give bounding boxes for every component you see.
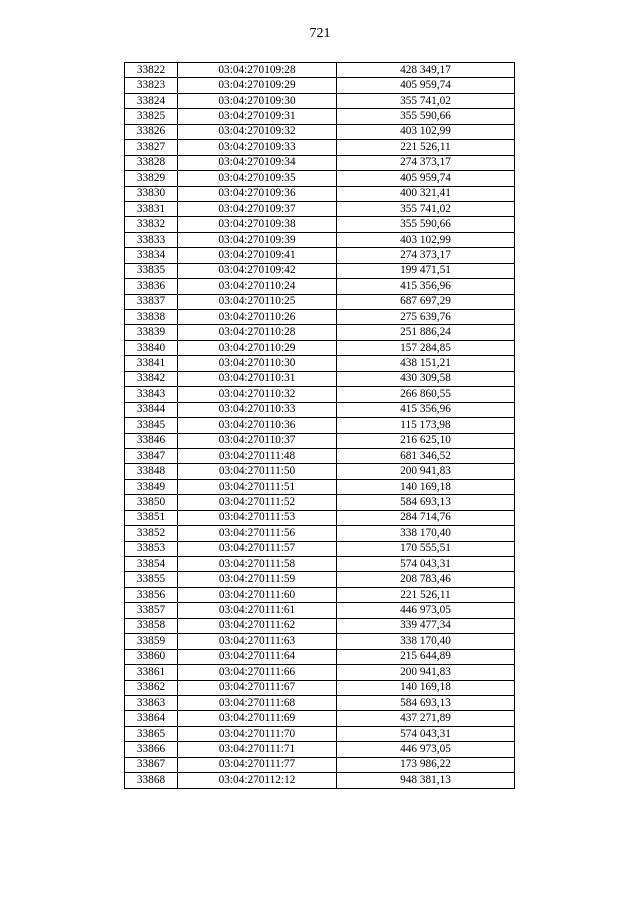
row-number-cell: 33823 [125,78,178,93]
value-cell: 446 973,05 [337,603,515,618]
row-number-cell: 33825 [125,109,178,124]
cadastral-number-cell: 03:04:270111:53 [178,510,337,525]
row-number-cell: 33856 [125,587,178,602]
row-number-cell: 33822 [125,63,178,78]
cadastral-number-cell: 03:04:270111:56 [178,526,337,541]
value-cell: 338 170,40 [337,634,515,649]
cadastral-number-cell: 03:04:270111:57 [178,541,337,556]
table-row [125,495,515,510]
table-row [125,93,515,108]
row-number-cell: 33832 [125,217,178,232]
table-row [125,387,515,402]
row-number-cell: 33863 [125,695,178,710]
table-row [125,557,515,572]
value-cell: 355 590,66 [337,217,515,232]
row-number-cell: 33852 [125,526,178,541]
row-number-cell: 33846 [125,433,178,448]
row-number-cell: 33839 [125,325,178,340]
row-number-cell: 33837 [125,294,178,309]
cadastral-number-cell: 03:04:270109:35 [178,171,337,186]
row-number-cell: 33835 [125,263,178,278]
table-row [125,634,515,649]
value-cell: 275 639,76 [337,310,515,325]
cadastral-number-cell: 03:04:270111:70 [178,726,337,741]
cadastral-number-cell: 03:04:270111:58 [178,557,337,572]
cadastral-number-cell: 03:04:270111:63 [178,634,337,649]
row-number-cell: 33842 [125,371,178,386]
row-number-cell: 33848 [125,464,178,479]
cadastral-number-cell: 03:04:270111:60 [178,587,337,602]
cadastral-number-cell: 03:04:270110:28 [178,325,337,340]
value-cell: 208 783,46 [337,572,515,587]
cadastral-number-cell: 03:04:270110:30 [178,356,337,371]
row-number-cell: 33854 [125,557,178,572]
cadastral-number-cell: 03:04:270111:51 [178,479,337,494]
page-number: 721 [309,26,331,41]
cadastral-number-cell: 03:04:270111:68 [178,695,337,710]
value-cell: 140 169,18 [337,479,515,494]
cadastral-number-cell: 03:04:270110:31 [178,371,337,386]
value-cell: 115 173,98 [337,418,515,433]
table-row [125,649,515,664]
row-number-cell: 33827 [125,140,178,155]
table-row [125,773,515,788]
value-cell: 405 959,74 [337,171,515,186]
cadastral-number-cell: 03:04:270109:29 [178,78,337,93]
row-number-cell: 33844 [125,402,178,417]
cadastral-number-cell: 03:04:270109:34 [178,155,337,170]
row-number-cell: 33836 [125,279,178,294]
value-cell: 173 986,22 [337,757,515,772]
table-row [125,340,515,355]
registry-table-container [124,62,515,789]
table-row [125,232,515,247]
table-row [125,418,515,433]
value-cell: 428 349,17 [337,63,515,78]
table-row [125,603,515,618]
cadastral-number-cell: 03:04:270111:59 [178,572,337,587]
table-row [125,618,515,633]
value-cell: 221 526,11 [337,587,515,602]
registry-table-body [125,63,515,789]
cadastral-number-cell: 03:04:270109:38 [178,217,337,232]
value-cell: 403 102,99 [337,124,515,139]
row-number-cell: 33849 [125,479,178,494]
table-row [125,217,515,232]
registry-table [124,62,515,789]
table-row [125,294,515,309]
cadastral-number-cell: 03:04:270109:39 [178,232,337,247]
table-row [125,726,515,741]
value-cell: 355 741,02 [337,201,515,216]
cadastral-number-cell: 03:04:270109:42 [178,263,337,278]
cadastral-number-cell: 03:04:270110:33 [178,402,337,417]
table-row [125,263,515,278]
value-cell: 200 941,83 [337,665,515,680]
value-cell: 199 471,51 [337,263,515,278]
value-cell: 274 373,17 [337,248,515,263]
value-cell: 430 309,58 [337,371,515,386]
row-number-cell: 33860 [125,649,178,664]
value-cell: 446 973,05 [337,742,515,757]
table-row [125,742,515,757]
row-number-cell: 33857 [125,603,178,618]
cadastral-number-cell: 03:04:270109:33 [178,140,337,155]
value-cell: 339 477,34 [337,618,515,633]
row-number-cell: 33855 [125,572,178,587]
table-row [125,711,515,726]
row-number-cell: 33834 [125,248,178,263]
value-cell: 948 381,13 [337,773,515,788]
row-number-cell: 33828 [125,155,178,170]
value-cell: 415 356,96 [337,279,515,294]
cadastral-number-cell: 03:04:270110:37 [178,433,337,448]
table-row [125,587,515,602]
table-row [125,448,515,463]
row-number-cell: 33858 [125,618,178,633]
table-row [125,186,515,201]
table-row [125,325,515,340]
cadastral-number-cell: 03:04:270110:25 [178,294,337,309]
value-cell: 574 043,31 [337,726,515,741]
value-cell: 140 169,18 [337,680,515,695]
row-number-cell: 33864 [125,711,178,726]
cadastral-number-cell: 03:04:270111:64 [178,649,337,664]
row-number-cell: 33826 [125,124,178,139]
cadastral-number-cell: 03:04:270111:62 [178,618,337,633]
table-row [125,680,515,695]
row-number-cell: 33867 [125,757,178,772]
value-cell: 200 941,83 [337,464,515,479]
value-cell: 216 625,10 [337,433,515,448]
table-row [125,402,515,417]
cadastral-number-cell: 03:04:270111:66 [178,665,337,680]
value-cell: 284 714,76 [337,510,515,525]
cadastral-number-cell: 03:04:270109:41 [178,248,337,263]
row-number-cell: 33868 [125,773,178,788]
row-number-cell: 33859 [125,634,178,649]
table-row [125,572,515,587]
table-row [125,171,515,186]
cadastral-number-cell: 03:04:270111:50 [178,464,337,479]
value-cell: 338 170,40 [337,526,515,541]
table-row [125,541,515,556]
value-cell: 574 043,31 [337,557,515,572]
value-cell: 584 693,13 [337,695,515,710]
row-number-cell: 33829 [125,171,178,186]
table-row [125,78,515,93]
table-row [125,201,515,216]
cadastral-number-cell: 03:04:270111:52 [178,495,337,510]
row-number-cell: 33861 [125,665,178,680]
value-cell: 415 356,96 [337,402,515,417]
table-row [125,155,515,170]
row-number-cell: 33840 [125,340,178,355]
value-cell: 215 644,89 [337,649,515,664]
value-cell: 274 373,17 [337,155,515,170]
cadastral-number-cell: 03:04:270111:61 [178,603,337,618]
cadastral-number-cell: 03:04:270110:29 [178,340,337,355]
table-row [125,464,515,479]
value-cell: 681 346,52 [337,448,515,463]
row-number-cell: 33838 [125,310,178,325]
row-number-cell: 33824 [125,93,178,108]
cadastral-number-cell: 03:04:270110:24 [178,279,337,294]
table-row [125,124,515,139]
value-cell: 403 102,99 [337,232,515,247]
cadastral-number-cell: 03:04:270110:32 [178,387,337,402]
cadastral-number-cell: 03:04:270111:67 [178,680,337,695]
table-row [125,140,515,155]
cadastral-number-cell: 03:04:270109:32 [178,124,337,139]
table-row [125,479,515,494]
cadastral-number-cell: 03:04:270112:12 [178,773,337,788]
row-number-cell: 33833 [125,232,178,247]
table-row [125,433,515,448]
value-cell: 437 271,89 [337,711,515,726]
cadastral-number-cell: 03:04:270111:77 [178,757,337,772]
cadastral-number-cell: 03:04:270110:36 [178,418,337,433]
value-cell: 251 886,24 [337,325,515,340]
value-cell: 355 741,02 [337,93,515,108]
row-number-cell: 33850 [125,495,178,510]
cadastral-number-cell: 03:04:270111:48 [178,448,337,463]
cadastral-number-cell: 03:04:270109:37 [178,201,337,216]
value-cell: 170 555,51 [337,541,515,556]
value-cell: 584 693,13 [337,495,515,510]
table-row [125,279,515,294]
table-row [125,310,515,325]
value-cell: 355 590,66 [337,109,515,124]
table-row [125,63,515,78]
value-cell: 400 321,41 [337,186,515,201]
row-number-cell: 33841 [125,356,178,371]
row-number-cell: 33847 [125,448,178,463]
row-number-cell: 33845 [125,418,178,433]
row-number-cell: 33831 [125,201,178,216]
cadastral-number-cell: 03:04:270111:69 [178,711,337,726]
value-cell: 157 284,85 [337,340,515,355]
row-number-cell: 33865 [125,726,178,741]
cadastral-number-cell: 03:04:270109:30 [178,93,337,108]
table-row [125,371,515,386]
value-cell: 405 959,74 [337,78,515,93]
row-number-cell: 33862 [125,680,178,695]
value-cell: 221 526,11 [337,140,515,155]
row-number-cell: 33866 [125,742,178,757]
cadastral-number-cell: 03:04:270109:28 [178,63,337,78]
table-row [125,248,515,263]
table-row [125,510,515,525]
value-cell: 687 697,29 [337,294,515,309]
cadastral-number-cell: 03:04:270110:26 [178,310,337,325]
table-row [125,109,515,124]
cadastral-number-cell: 03:04:270109:31 [178,109,337,124]
table-row [125,695,515,710]
table-row [125,665,515,680]
row-number-cell: 33851 [125,510,178,525]
value-cell: 266 860,55 [337,387,515,402]
table-row [125,757,515,772]
cadastral-number-cell: 03:04:270109:36 [178,186,337,201]
cadastral-number-cell: 03:04:270111:71 [178,742,337,757]
row-number-cell: 33853 [125,541,178,556]
table-row [125,356,515,371]
table-row [125,526,515,541]
value-cell: 438 151,21 [337,356,515,371]
row-number-cell: 33830 [125,186,178,201]
row-number-cell: 33843 [125,387,178,402]
